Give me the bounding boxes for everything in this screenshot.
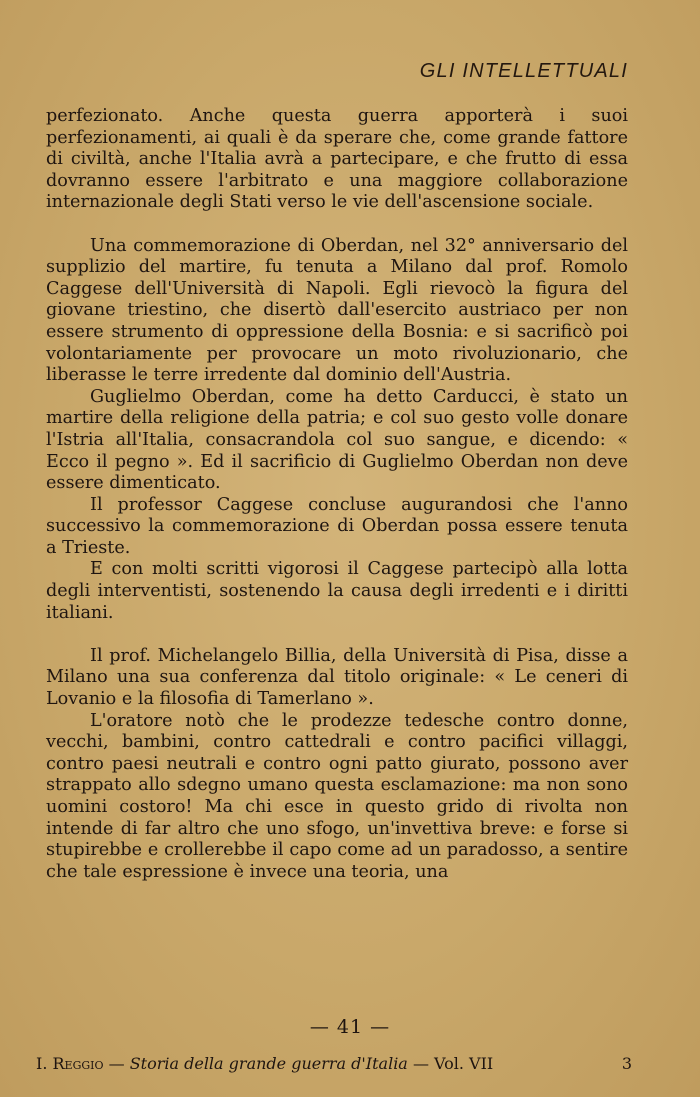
footer-left bbox=[36, 1054, 493, 1073]
body-text bbox=[46, 106, 628, 883]
paragraph: Il professor Caggese concluse augurandosi che l'anno successivo la commemorazione di Oberdan possa essere tenuta a Trieste. bbox=[46, 494, 628, 558]
running-head: GLI INTELLETTUALI bbox=[419, 60, 628, 82]
footer-volume: — Vol. VII bbox=[412, 1054, 494, 1073]
footer-signature-mark: 3 bbox=[621, 1054, 632, 1073]
paragraph: E con molti scritti vigorosi il Caggese partecipò alla lotta degli interventisti, sostenendo la causa degli irredenti e i diritti italiani. bbox=[46, 559, 628, 623]
paragraph: perfezionato. Anche questa guerra apporterà i suoi perfezionamenti, ai quali è da sperare che, come grande fattore di civiltà, anche l'Italia avrà a partecipare, e che frutto di essa dovranno essere l'arbitrato e una maggiore collaborazione internazionale degli Stati verso le vie dell'ascensione sociale. bbox=[46, 106, 628, 213]
paragraph: L'oratore notò che le prodezze tedesche contro donne, vecchi, bambini, contro cattedrali e contro pacifici villaggi, contro paesi neutrali e contro ogni patto giurato, possono aver strappato allo sdegno umano questa esclamazione: ma non sono uomini costoro! Ma chi esce in questo grido di rivolta non intende di far altro che uno sfogo, un'invettiva breve: e forse si stupirebbe e crollerebbe il capo come ad un paradosso, a sentire che tale espressione è invece una teoria, una bbox=[46, 710, 628, 882]
footer-signature-line bbox=[36, 1054, 632, 1073]
paragraph: Il prof. Michelangelo Billia, della Università di Pisa, disse a Milano una sua conferenza dal titolo originale: « Le ceneri di Lovanio e la filosofia di Tamerlano ». bbox=[46, 645, 628, 710]
paragraph: Una commemorazione di Oberdan, nel 32° anniversario del supplizio del martire, fu tenuta a Milano dal prof. Romolo Caggese dell'Università di Napoli. Egli rievocò la figura del giovane triestino, che disertò dall'esercito austriaco per non essere strumento di oppressione della Bosnia: e si sacrificò poi volontariamente per provocare un moto rivoluzionario, che liberasse le terre irredente dal dominio dell'Austria. bbox=[46, 235, 628, 386]
footer-book-title: Storia della grande guerra d'Italia bbox=[129, 1054, 408, 1073]
page-number: — 41 — bbox=[309, 1016, 391, 1038]
footer-author: I. Reggio — bbox=[36, 1054, 125, 1073]
paragraph: Guglielmo Oberdan, come ha detto Carducci, è stato un martire della religione della patria; e col suo gesto volle donare l'Istria all'Italia, consacrandola col suo sangue, e dicendo: « Ecco il pegno ». Ed il sacrificio di Guglielmo Oberdan non deve essere dimenticato. bbox=[46, 386, 628, 494]
